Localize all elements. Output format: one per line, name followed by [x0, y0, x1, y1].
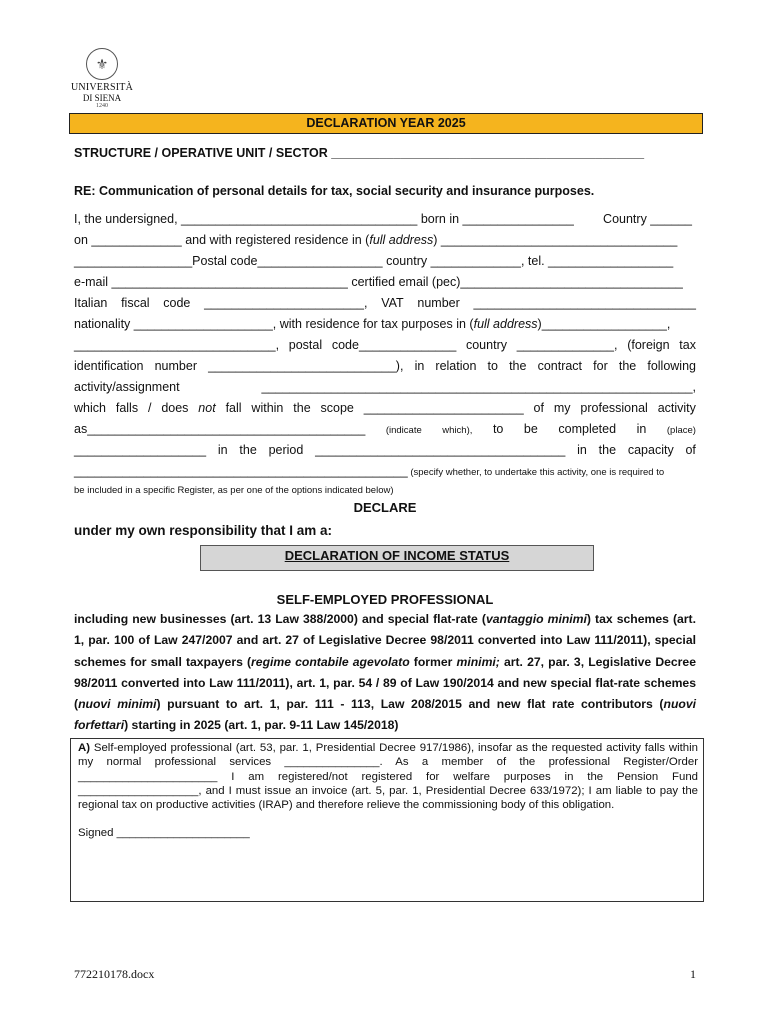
option-a-body: Self-employed professional (art. 53, par. 1, Presidential Decree 917/1986), insofar as the requested activity falls within my normal professional services _______________. As a member of the professional Register/Order ______________________ I am registered/not registered for welfare purposes in the Pension Fund ___________________, and I must issue an invoice (art. 5, par. 1, Presidential Decree 633/1972); I am liable to pay the regional tax on productive activities (IRAP) and therefore relieve the commissioning body of this obligation. [78, 742, 698, 812]
para-part: regime contabile agevolato [251, 654, 410, 669]
w: my [553, 401, 571, 415]
w: scope [320, 401, 354, 415]
w: capacity [627, 443, 674, 457]
option-a-text [78, 741, 698, 812]
self-employed-heading: SELF-EMPLOYED PROFESSIONAL [276, 592, 494, 607]
declaration-year-bar: DECLARATION YEAR 2025 [69, 113, 703, 134]
para-part: former [409, 654, 457, 669]
para-part: ) pursuant to art. 1, par. 111 - 113, Law 208/2015 and new flat rate contributors ( [156, 697, 664, 712]
form-line-5 [74, 296, 696, 310]
w: VAT [381, 296, 404, 310]
w: ________________________________ [473, 296, 696, 310]
logo-line-2: DI SIENA [82, 93, 122, 103]
para-part: nuovi forfettari [74, 697, 696, 733]
w: (foreign [627, 338, 670, 352]
para-part: minimi; [456, 654, 500, 669]
para-part: art. 27, par. 3, Legislative Decree 98/2011 converted into Law 111/2011), art. 1, par. 54 / 89 of Law 190/2014 and new special flat-rate schemes ( [74, 654, 696, 712]
w: falls [115, 401, 139, 415]
w: of [685, 443, 696, 457]
w: the [239, 443, 257, 457]
option-a-label: A) [78, 742, 91, 754]
footer-page-number: 1 [690, 967, 696, 981]
footer-filename: 772210178.docx [74, 967, 155, 981]
w: _______________________, [204, 296, 368, 310]
w: in [577, 443, 587, 457]
form-line-14: be included in a specific Register, as per one of the options indicated below) [74, 485, 394, 496]
w: _____________________________, [74, 338, 280, 352]
w: completed [558, 422, 617, 436]
w: in [636, 422, 647, 436]
logo-line-3: 1240 [96, 103, 108, 109]
form-line-10 [74, 401, 696, 415]
w: identification [74, 359, 144, 373]
w: fall [225, 401, 242, 415]
w: ________________________________________________ [74, 464, 408, 478]
w: (place) [666, 425, 696, 436]
w: ______________________________________________________________, [261, 380, 696, 394]
w: (specify whether, to undertake this activity, one is required to [407, 467, 665, 478]
form-line-2 [74, 233, 696, 247]
re-line: RE: Communication of personal details for tax, social security and insurance purposes. [74, 184, 595, 198]
w: professional [580, 401, 648, 415]
form-line-7 [74, 338, 696, 352]
w: tax [679, 338, 696, 352]
w: which [74, 401, 106, 415]
w: postal [288, 338, 323, 352]
w: (indicate [385, 425, 422, 436]
w: does [161, 401, 189, 415]
w: the [293, 401, 311, 415]
form-line-8 [74, 359, 696, 373]
form-line-11 [74, 422, 696, 436]
w: to [487, 359, 498, 373]
income-status-box: DECLARATION OF INCOME STATUS [200, 545, 594, 571]
university-logo [70, 48, 134, 110]
option-a-box [70, 738, 704, 902]
para-part: ) tax schemes (art. 1, par. 100 of Law 247/2007 and art. 27 of Legislative Decree 98/2011 converted into Law 111/2011), special schemes for small taxpayers ( [74, 612, 696, 669]
w: number [154, 359, 197, 373]
w: activity/assignment [74, 380, 180, 394]
w: within [251, 401, 284, 415]
w: as________________________________________ [74, 422, 366, 436]
form-line-13 [74, 464, 696, 478]
form-line-1-a: I, the undersigned, __________________________________ born in ________________ [74, 212, 574, 226]
form-line-6: nationality ____________________, with residence for tax purposes in (full address)__________________, [74, 317, 671, 331]
w: ___________________ [74, 443, 207, 457]
form-line-4: e-mail __________________________________ certified email (pec)________________________________ [74, 275, 683, 289]
w: for [593, 359, 608, 373]
w: not [198, 401, 216, 415]
form-line-9 [74, 380, 696, 394]
responsibility-line: under my own responsibility that I am a: [74, 523, 333, 538]
w: code [163, 296, 191, 310]
logo-line-1: UNIVERSITÀ [71, 82, 133, 93]
form-line-12 [74, 443, 696, 457]
w: which), [442, 425, 473, 436]
w: contract [537, 359, 583, 373]
para-part: including new businesses (art. 13 Law 388/2000) and special flat-rate ( [74, 612, 486, 626]
w: country [465, 338, 507, 352]
signed-field: Signed _____________________ [78, 827, 250, 840]
w: in [217, 443, 228, 457]
w: relation [435, 359, 477, 373]
declare-heading: DECLARE [353, 500, 417, 515]
w: fiscal [121, 296, 150, 310]
w: ______________, [516, 338, 618, 352]
para-part: nuovi minimi [78, 697, 157, 712]
w: to [492, 422, 504, 436]
w: activity [657, 401, 696, 415]
w: ___________________________), [208, 359, 404, 373]
form-line-3: _________________Postal code__________________ country _____________, tel. __________________ [74, 254, 674, 268]
w: ____________________________________ [315, 443, 566, 457]
form-line-1-b: Country ______ [603, 212, 692, 226]
w: the [618, 359, 637, 373]
para-part: ) starting in 2025 (art. 1, par. 9-11 Law 145/2018) [124, 718, 399, 733]
schemes-paragraph [74, 609, 696, 737]
w: period [268, 443, 304, 457]
w: Italian [74, 296, 108, 310]
structure-line: STRUCTURE / OPERATIVE UNIT / SECTOR _____________________________________________ [74, 146, 645, 160]
w: code______________ [331, 338, 457, 352]
seal-icon: ⚜ [86, 48, 118, 80]
w: number [417, 296, 460, 310]
w: be [523, 422, 538, 436]
w: in [414, 359, 425, 373]
form-line-1 [74, 212, 696, 226]
w: following [647, 359, 696, 373]
w: _______________________ [363, 401, 524, 415]
para-part: vantaggio minimi [485, 612, 587, 626]
w: of [533, 401, 544, 415]
w: the [509, 359, 527, 373]
w: / [147, 401, 152, 415]
form-line-2-text: on _____________ and with registered residence in (full address) __________________________________ [74, 233, 678, 247]
w: the [598, 443, 617, 457]
